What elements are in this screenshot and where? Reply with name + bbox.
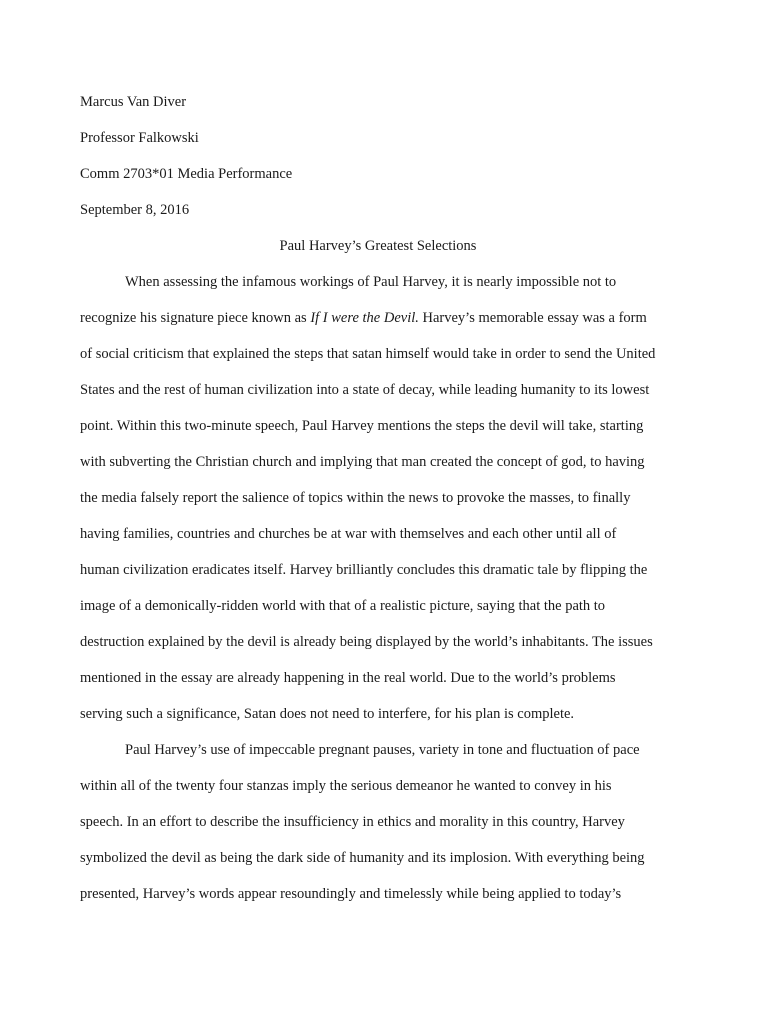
text-line	[80, 307, 690, 343]
course-name: Comm 2703*01 Media Performance	[80, 166, 293, 182]
text-line: destruction explained by the devil is already being displayed by the world’s inhabitants. The issues	[80, 634, 653, 650]
text-line: image of a demonically-ridden world with that of a realistic picture, saying that the path to	[80, 598, 606, 614]
author-name: Marcus Van Diver	[80, 94, 187, 110]
text-line: with subverting the Christian church and implying that man created the concept of god, to having	[80, 454, 645, 470]
text-line: serving such a significance, Satan does not need to interfere, for his plan is complete.	[80, 706, 575, 722]
paragraph-2	[80, 739, 690, 919]
text-span: recognize his signature piece known as	[80, 310, 311, 326]
text-line: mentioned in the essay are already happening in the real world. Due to the world’s problems	[80, 670, 616, 686]
text-line: having families, countries and churches be at war with themselves and each other until all of	[80, 526, 617, 542]
essay-body	[80, 271, 690, 919]
text-line: symbolized the devil as being the dark side of humanity and its implosion. With everything being	[80, 850, 645, 866]
text-line: the media falsely report the salience of topics within the news to provoke the masses, to finally	[80, 490, 631, 506]
text-line: States and the rest of human civilization into a state of decay, while leading humanity to its lowest	[80, 382, 650, 398]
heading-block	[80, 91, 700, 235]
document-title: Paul Harvey’s Greatest Selections	[279, 238, 477, 254]
text-line: speech. In an effort to describe the insufficiency in ethics and morality in this country, Harvey	[80, 814, 625, 830]
text-line: Paul Harvey’s use of impeccable pregnant pauses, variety in tone and fluctuation of pace	[125, 742, 640, 758]
professor-name: Professor Falkowski	[80, 130, 199, 146]
document-date: September 8, 2016	[80, 202, 190, 218]
text-line: human civilization eradicates itself. Harvey brilliantly concludes this dramatic tale by flipping the	[80, 562, 648, 578]
text-line: presented, Harvey’s words appear resoundingly and timelessly while being applied to today’s	[80, 886, 622, 902]
text-line: of social criticism that explained the steps that satan himself would take in order to send the United	[80, 346, 656, 362]
text-line: When assessing the infamous workings of Paul Harvey, it is nearly impossible not to	[125, 274, 617, 290]
paragraph-1	[80, 271, 690, 739]
text-line: within all of the twenty four stanzas imply the serious demeanor he wanted to convey in his	[80, 778, 612, 794]
italic-title: If I were the Devil.	[310, 310, 419, 326]
text-line: point. Within this two-minute speech, Paul Harvey mentions the steps the devil will take, starting	[80, 418, 644, 434]
text-span: Harvey’s memorable essay was a form	[418, 310, 647, 326]
